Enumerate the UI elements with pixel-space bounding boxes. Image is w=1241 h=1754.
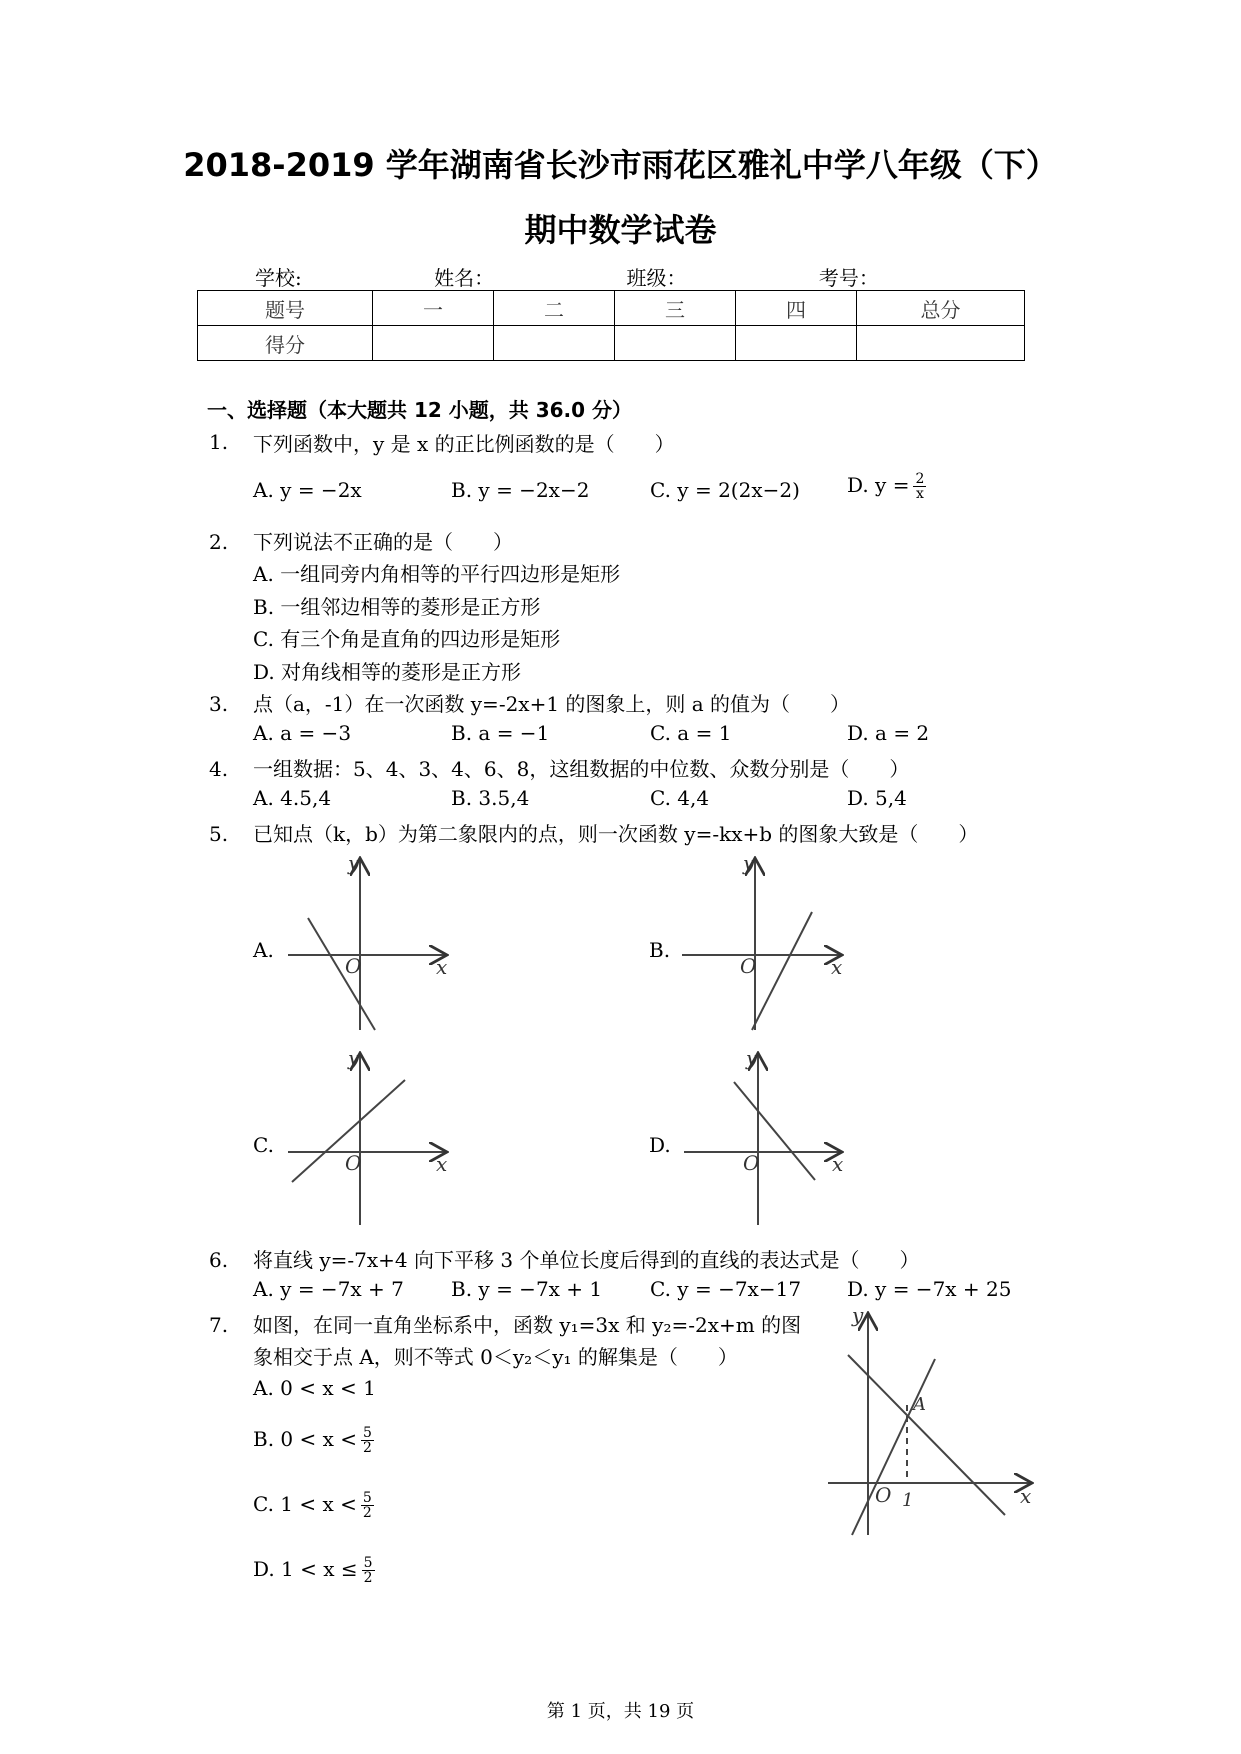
q5-number: 5. bbox=[209, 822, 229, 846]
graph-b bbox=[682, 860, 843, 1030]
score-header-cell: 四 bbox=[736, 291, 857, 326]
score-header-cell: 总分 bbox=[857, 291, 1025, 326]
q6-number: 6. bbox=[209, 1248, 229, 1272]
q7-origin: O bbox=[875, 1483, 892, 1507]
q2-option-d[interactable]: D. 对角线相等的菱形是正方形 bbox=[253, 660, 522, 684]
q4-option-a[interactable]: A. 4.5,4 bbox=[253, 786, 332, 810]
exam-no-label: 考号： bbox=[818, 266, 879, 290]
graph-a bbox=[288, 860, 448, 1030]
q7-option-b[interactable] bbox=[253, 1426, 374, 1455]
graph-c-x-label: x bbox=[436, 1152, 448, 1176]
q7-text-line2: 象相交于点 A，则不等式 0＜y₂＜y₁ 的解集是（ ） bbox=[253, 1345, 738, 1369]
score-header-cell: 三 bbox=[615, 291, 736, 326]
q7-option-b-fraction: $\frac{5}{2}$ bbox=[363, 1425, 372, 1456]
page-title: 2018-2019 学年湖南省长沙市雨花区雅礼中学八年级（下） bbox=[183, 146, 1058, 184]
q7-option-d[interactable] bbox=[253, 1556, 375, 1585]
graph-c-y-label: y bbox=[348, 1046, 360, 1070]
q1-option-a[interactable]: A. y = −2x bbox=[253, 478, 362, 502]
q5-option-c[interactable]: C. bbox=[253, 1133, 274, 1157]
graph-c-origin: O bbox=[345, 1151, 362, 1175]
score-header-cell: 二 bbox=[494, 291, 615, 326]
q2-option-c[interactable]: C. 有三个角是直角的四边形是矩形 bbox=[253, 627, 561, 651]
q4-option-c[interactable]: C. 4,4 bbox=[650, 786, 710, 810]
q2-number: 2. bbox=[209, 530, 229, 554]
q1-option-d-label: D. y = bbox=[847, 473, 910, 497]
q1-option-b[interactable]: B. y = −2x−2 bbox=[451, 478, 590, 502]
q5-option-d[interactable]: D. bbox=[649, 1133, 671, 1157]
q7-text-line1: 如图，在同一直角坐标系中，函数 y₁=3x 和 y₂=-2x+m 的图 bbox=[253, 1313, 802, 1337]
q7-graph bbox=[828, 1315, 1030, 1535]
q6-option-a[interactable]: A. y = −7x + 7 bbox=[253, 1277, 404, 1301]
q3-option-c[interactable]: C. a = 1 bbox=[650, 721, 732, 745]
page-footer: 第 1 页，共 19 页 bbox=[546, 1701, 695, 1722]
graph-c bbox=[288, 1055, 448, 1225]
graph-a-x-label: x bbox=[436, 955, 448, 979]
q4-option-b[interactable]: B. 3.5,4 bbox=[451, 786, 530, 810]
q7-option-c-fraction: $\frac{5}{2}$ bbox=[362, 1490, 372, 1521]
class-label: 班级： bbox=[626, 266, 687, 290]
q3-number: 3. bbox=[209, 692, 229, 716]
q1-text: 下列函数中，y 是 x 的正比例函数的是（ ） bbox=[253, 432, 675, 456]
page-subtitle: 期中数学试卷 bbox=[524, 211, 717, 249]
q3-option-d[interactable]: D. a = 2 bbox=[847, 721, 930, 745]
q7-y-label: y bbox=[852, 1303, 864, 1327]
q7-option-a[interactable]: A. 0 < x < 1 bbox=[253, 1376, 376, 1400]
graph-d bbox=[684, 1055, 840, 1225]
q7-option-d-fraction: $\frac{5}{2}$ bbox=[363, 1555, 373, 1586]
q7-option-c[interactable] bbox=[253, 1491, 374, 1520]
q5-text: 已知点（k，b）为第二象限内的点，则一次函数 y=-kx+b 的图象大致是（ ） bbox=[253, 822, 979, 846]
q1-number: 1. bbox=[209, 430, 229, 454]
q2-text: 下列说法不正确的是（ ） bbox=[253, 530, 513, 554]
section-heading: 一、选择题（本大题共 12 小题，共 36.0 分） bbox=[207, 398, 633, 422]
q6-text: 将直线 y=-7x+4 向下平移 3 个单位长度后得到的直线的表达式是（ ） bbox=[253, 1248, 920, 1272]
q7-point-a-label: A bbox=[913, 1394, 926, 1415]
graph-b-origin: O bbox=[740, 954, 757, 978]
q7-option-b-label: B. 0 < x < bbox=[253, 1427, 358, 1451]
q7-x-label: x bbox=[1020, 1484, 1032, 1508]
q3-option-b[interactable]: B. a = −1 bbox=[451, 721, 550, 745]
graph-b-x-label: x bbox=[831, 955, 843, 979]
q7-option-c-label: C. 1 < x < bbox=[253, 1492, 357, 1516]
q4-number: 4. bbox=[209, 757, 229, 781]
q4-text: 一组数据：5、4、3、4、6、8，这组数据的中位数、众数分别是（ ） bbox=[253, 757, 910, 781]
graph-d-y-label: y bbox=[746, 1046, 758, 1070]
q1-fraction: $\frac{2}{x}$ bbox=[915, 471, 925, 502]
q7-option-d-label: D. 1 < x ≤ bbox=[253, 1557, 358, 1581]
q6-option-b[interactable]: B. y = −7x + 1 bbox=[451, 1277, 603, 1301]
q2-option-b[interactable]: B. 一组邻边相等的菱形是正方形 bbox=[253, 595, 541, 619]
q1-option-c[interactable]: C. y = 2(2x−2) bbox=[650, 478, 800, 502]
q6-option-d[interactable]: D. y = −7x + 25 bbox=[847, 1277, 1012, 1301]
q3-text: 点（a，-1）在一次函数 y=-2x+1 的图象上，则 a 的值为（ ） bbox=[253, 692, 851, 716]
q3-option-a[interactable]: A. a = −3 bbox=[253, 721, 352, 745]
q6-option-c[interactable]: C. y = −7x−17 bbox=[650, 1277, 802, 1301]
graph-a-y-label: y bbox=[348, 851, 360, 875]
graph-a-origin: O bbox=[345, 954, 362, 978]
name-label: 姓名： bbox=[434, 266, 495, 290]
q2-option-a[interactable]: A. 一组同旁内角相等的平行四边形是矩形 bbox=[253, 562, 621, 586]
q5-option-a[interactable]: A. bbox=[253, 938, 274, 962]
school-label: 学校: bbox=[255, 266, 302, 290]
graph-d-x-label: x bbox=[832, 1152, 844, 1176]
graph-b-y-label: y bbox=[743, 851, 755, 875]
score-header-cell: 题号 bbox=[198, 291, 373, 326]
q7-number: 7. bbox=[209, 1313, 229, 1337]
graph-d-origin: O bbox=[743, 1151, 760, 1175]
q4-option-d[interactable]: D. 5,4 bbox=[847, 786, 907, 810]
q7-tick-one: 1 bbox=[902, 1490, 914, 1511]
score-row-label: 得分 bbox=[198, 326, 373, 361]
score-header-cell: 一 bbox=[373, 291, 494, 326]
q5-option-b[interactable]: B. bbox=[649, 938, 671, 962]
